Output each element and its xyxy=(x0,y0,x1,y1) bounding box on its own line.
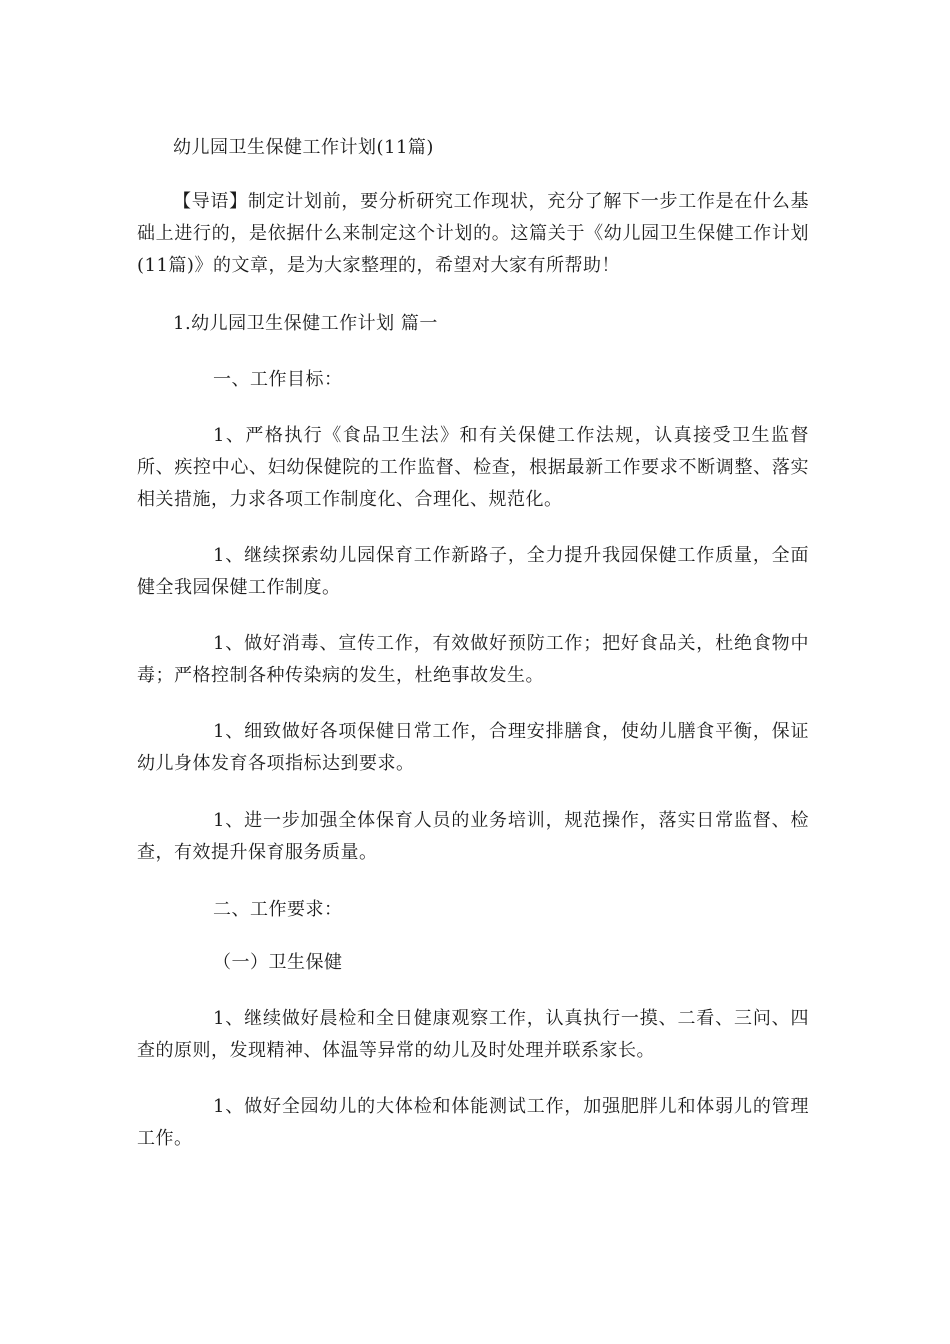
requirement-paragraph: 1、继续做好晨检和全日健康观察工作，认真执行一摸、二看、三问、四查的原则，发现精神、体温等异常的幼儿及时处理并联系家长。 xyxy=(137,1008,809,1061)
goal-paragraph: 1、细致做好各项保健日常工作，合理安排膳食，使幼儿膳食平衡，保证幼儿身体发育各项指标达到要求。 xyxy=(137,721,809,774)
goal-paragraph: 1、严格执行《食品卫生法》和有关保健工作法规，认真接受卫生监督所、疾控中心、妇幼保健院的工作监督、检查，根据最新工作要求不断调整、落实相关措施，力求各项工作制度化、合理化、规范化。 xyxy=(137,425,809,510)
part-heading-requirements: 二、工作要求： xyxy=(213,899,343,920)
goal-paragraph: 1、做好消毒、宣传工作，有效做好预防工作；把好食品关，杜绝食物中毒；严格控制各种传染病的发生，杜绝事故发生。 xyxy=(137,633,809,686)
requirement-paragraph: 1、做好全园幼儿的大体检和体能测试工作，加强肥胖儿和体弱儿的管理工作。 xyxy=(137,1096,809,1149)
goal-paragraph: 1、继续探索幼儿园保育工作新路子，全力提升我园保健工作质量，全面健全我园保健工作制度。 xyxy=(137,545,809,598)
intro-paragraph: 【导语】制定计划前，要分析研究工作现状，充分了解下一步工作是在什么基础上进行的，是依据什么来制定这个计划的。这篇关于《幼儿园卫生保健工作计划(11篇)》的文章，是为大家整理的，希望对大家有所帮助！ xyxy=(137,191,809,276)
sub-heading-hygiene: （一）卫生保健 xyxy=(213,952,343,973)
document-title: 幼儿园卫生保健工作计划(11篇) xyxy=(173,137,434,158)
goal-paragraph: 1、进一步加强全体保育人员的业务培训，规范操作，落实日常监督、检查，有效提升保育服务质量。 xyxy=(137,810,809,863)
part-heading-goals: 一、工作目标： xyxy=(213,369,343,390)
section-heading: 1.幼儿园卫生保健工作计划 篇一 xyxy=(173,313,438,334)
